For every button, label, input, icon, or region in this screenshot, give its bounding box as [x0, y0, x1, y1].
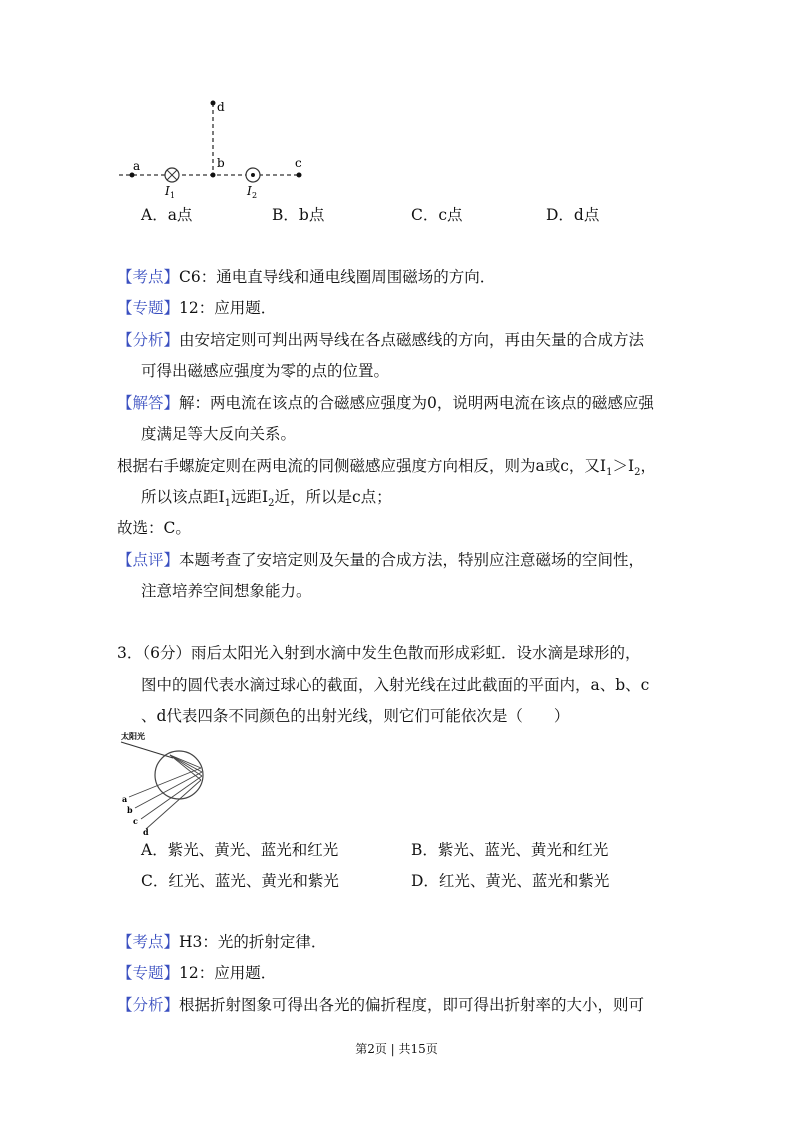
zhuanti-tag: 【专题】 — [117, 964, 180, 982]
q3-fenxi-line — [117, 995, 644, 1015]
q3-option-d: D．红光、黄光、蓝光和紫光 — [411, 872, 610, 890]
text: ＞I — [612, 457, 635, 475]
fenxi-text: 由安培定则可判出两导线在各点磁感线的方向，再由矢量的合成方法 — [179, 331, 645, 349]
label-d: d — [217, 100, 225, 114]
label-c: c — [295, 156, 302, 170]
raindrop-figure — [115, 728, 225, 838]
q3-option-c: C．红光、蓝光、黄光和紫光 — [141, 872, 339, 890]
text: 近，所以是c点； — [274, 488, 392, 506]
jieda-text-2: 度满足等大反向关系。 — [141, 425, 297, 443]
label-b: b — [127, 805, 133, 815]
q3-stem-2: 图中的圆代表水滴过球心的截面，入射光线在过此截面的平面内，a、b、c — [141, 676, 650, 694]
kaodian-tag: 【考点】 — [117, 933, 180, 951]
q3-stem-1: 3．（6分）雨后太阳光入射到水滴中发生色散而形成彩虹．设水滴是球形的， — [117, 644, 641, 662]
fenxi-tag: 【分析】 — [117, 331, 180, 349]
label-i1: I — [165, 184, 170, 198]
fenxi-text-2: 可得出磁感应强度为零的点的位置。 — [141, 362, 390, 380]
dianping-line — [117, 550, 644, 570]
kaodian-text: C6：通电直导线和通电线圈周围磁场的方向． — [179, 268, 496, 286]
reasoning-line-2 — [141, 487, 392, 514]
q3-zhuanti-line — [117, 963, 276, 983]
text: 所以该点距I — [141, 488, 225, 506]
zhuanti-text: 12：应用题． — [179, 299, 277, 317]
answer-line: 故选：C。 — [117, 519, 191, 537]
label-b: b — [217, 156, 225, 170]
subscript: 1 — [606, 467, 613, 479]
label-d: d — [143, 827, 149, 837]
kaodian-tag: 【考点】 — [117, 268, 180, 286]
zhuanti-text: 12：应用题． — [179, 964, 277, 982]
jieda-line — [117, 393, 654, 413]
label-sunlight: 太阳光 — [121, 732, 145, 741]
zhuanti-tag: 【专题】 — [117, 299, 180, 317]
kaodian-line — [117, 267, 495, 287]
kaodian-text: H3：光的折射定律． — [179, 933, 327, 951]
q3-kaodian-line — [117, 932, 326, 952]
fenxi-text: 根据折射图象可得出各光的偏折程度，即可得出折射率的大小，则可 — [179, 996, 645, 1014]
dianping-text-2: 注意培养空间想象能力。 — [141, 582, 312, 600]
option-d: D．d点 — [546, 206, 600, 224]
q3-stem-3: 、d代表四条不同颜色的出射光线，则它们可能依次是（ ） — [141, 707, 570, 725]
subscript: 1 — [224, 498, 231, 510]
q3-option-b: B．紫光、蓝光、黄光和红光 — [411, 841, 609, 859]
zhuanti-line — [117, 298, 276, 318]
subscript: 2 — [634, 467, 641, 479]
label-i1-sub: 1 — [170, 191, 176, 200]
dianping-tag: 【点评】 — [117, 551, 180, 569]
label-i2-sub: 2 — [252, 191, 258, 200]
page-footer: 第2页 | 共15页 — [355, 1042, 438, 1056]
label-a: a — [122, 794, 128, 804]
option-b: B．b点 — [272, 206, 325, 224]
text: ， — [640, 457, 656, 475]
magnetic-field-figure — [115, 95, 315, 205]
reasoning-line-1 — [117, 456, 656, 483]
subscript: 2 — [268, 498, 275, 510]
label-a: a — [133, 159, 141, 173]
jieda-tag: 【解答】 — [117, 394, 180, 412]
fenxi-tag: 【分析】 — [117, 996, 180, 1014]
text: 根据右手螺旋定则在两电流的同侧磁感应强度方向相反，则为a或c，又I — [117, 457, 607, 475]
option-c: C．c点 — [411, 206, 463, 224]
q3-option-a: A．紫光、黄光、蓝光和红光 — [141, 841, 339, 859]
text: 远距I — [231, 488, 269, 506]
dianping-text: 本题考查了安培定则及矢量的合成方法，特别应注意磁场的空间性， — [179, 551, 645, 569]
label-c: c — [133, 816, 138, 826]
fenxi-line — [117, 330, 644, 350]
option-a: A．a点 — [141, 206, 193, 224]
jieda-text: 解：两电流在该点的合磁感应强度为0，说明两电流在该点的磁感应强 — [179, 394, 654, 412]
label-i2: I — [247, 184, 252, 198]
